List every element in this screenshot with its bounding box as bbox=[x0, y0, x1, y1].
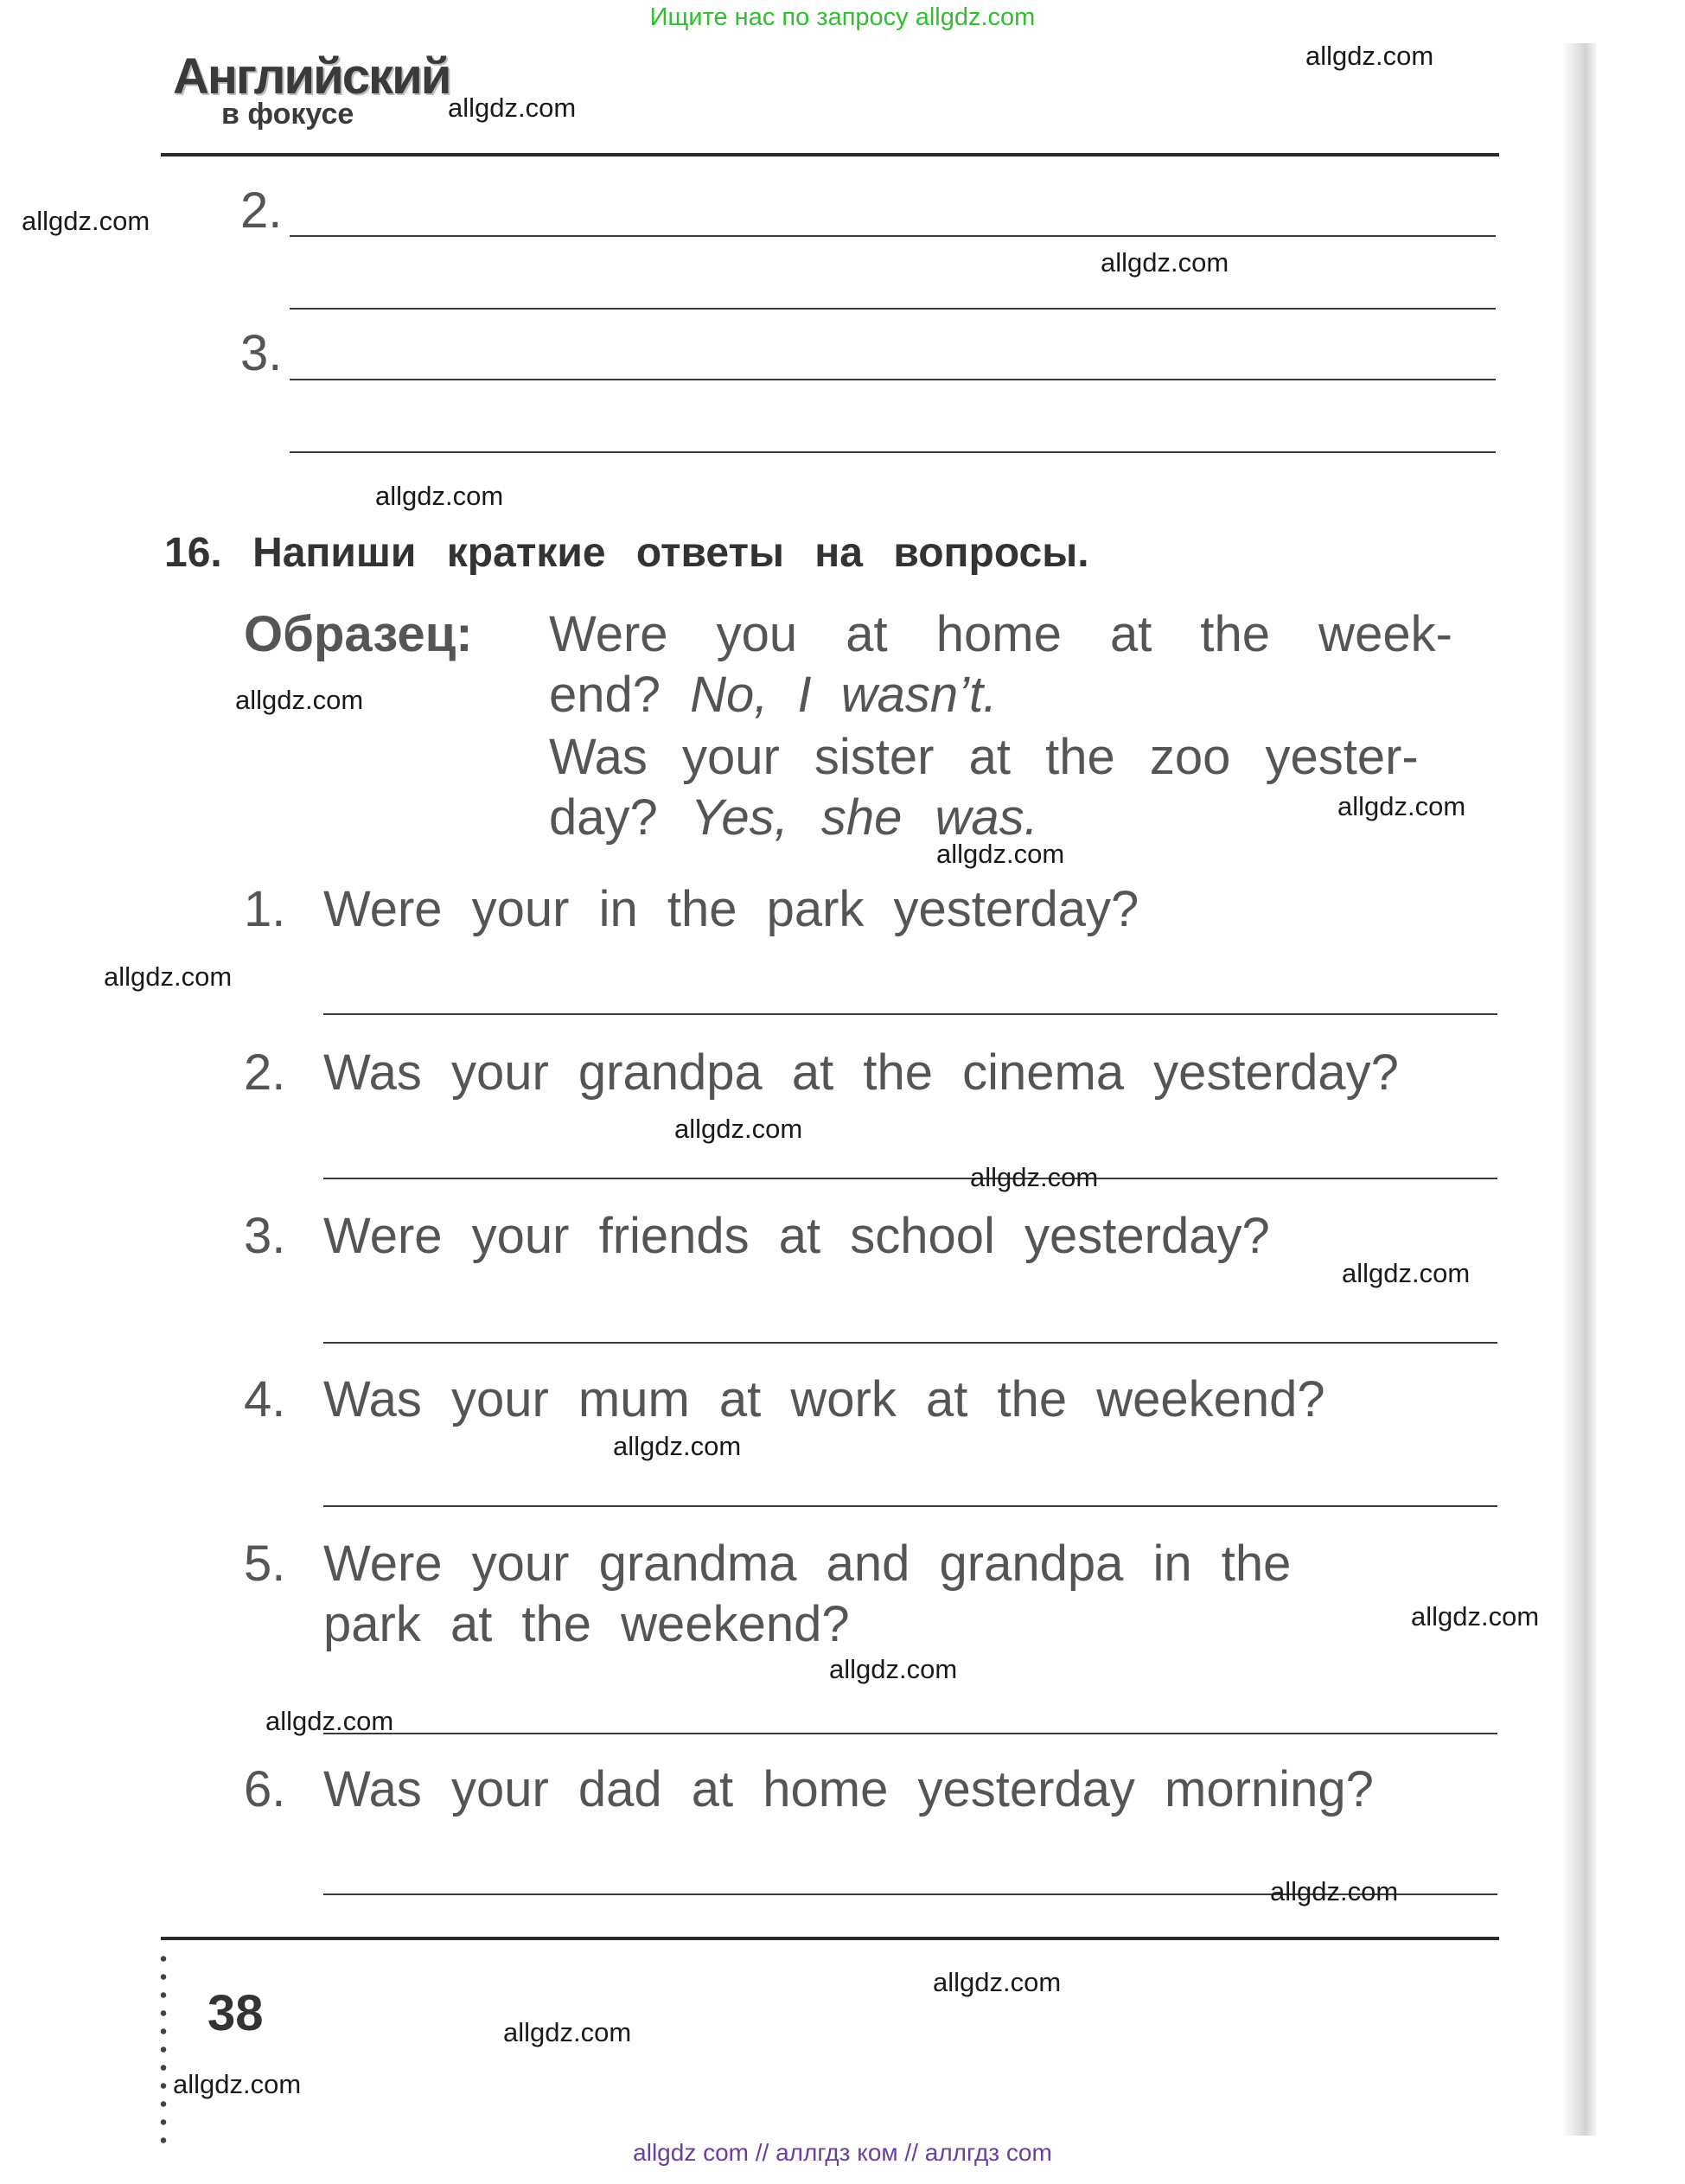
watermark: allgdz.com bbox=[173, 2069, 302, 2099]
page-number: 38 bbox=[207, 1985, 264, 2041]
question-2 bbox=[244, 1044, 1399, 1102]
watermark: allgdz.com bbox=[936, 839, 1065, 869]
watermark: allgdz.com bbox=[235, 685, 364, 715]
watermark: allgdz.com bbox=[1337, 791, 1466, 821]
answer-line[interactable] bbox=[323, 1733, 1497, 1734]
logo-subtitle: в фокусе bbox=[221, 98, 354, 131]
question-6 bbox=[244, 1760, 1374, 1818]
watermark: allgdz.com bbox=[1342, 1258, 1471, 1288]
watermark: allgdz.com bbox=[503, 2017, 632, 2047]
question-3 bbox=[244, 1207, 1270, 1265]
watermark: allgdz.com bbox=[375, 481, 504, 511]
watermark: allgdz.com bbox=[829, 1654, 958, 1684]
answer-line[interactable] bbox=[323, 1178, 1497, 1179]
book-logo bbox=[173, 48, 450, 134]
question-text: Were your in the park yesterday? bbox=[323, 881, 1139, 937]
question-text: Was your dad at home yesterday morning? bbox=[323, 1761, 1374, 1817]
header-rule bbox=[161, 153, 1499, 156]
top-search-banner[interactable]: Ищите нас по запросу allgdz.com bbox=[649, 3, 1036, 31]
question-number: 3. bbox=[244, 1208, 286, 1264]
question-number: 1. bbox=[244, 881, 286, 937]
bottom-watermark-banner[interactable]: allgdz com // аллгдз ком // аллгдз com bbox=[633, 2139, 1052, 2166]
question-text: Was your grandpa at the cinema yesterday? bbox=[323, 1044, 1399, 1101]
watermark: allgdz.com bbox=[448, 93, 577, 123]
answer-line bbox=[290, 379, 1496, 380]
question-4 bbox=[244, 1370, 1325, 1428]
sample-question: Were you at home at the week- bbox=[549, 606, 1452, 662]
dotted-margin bbox=[159, 1950, 168, 2144]
question-text: Was your mum at work at the weekend? bbox=[323, 1371, 1325, 1427]
watermark: allgdz.com bbox=[1305, 41, 1434, 71]
question-5-continued bbox=[323, 1595, 850, 1653]
question-5 bbox=[244, 1535, 1291, 1593]
watermark: allgdz.com bbox=[933, 1967, 1062, 1997]
question-number: 5. bbox=[244, 1536, 286, 1592]
page-fold-shadow bbox=[1561, 43, 1596, 2136]
answer-line bbox=[290, 451, 1496, 453]
sample-answer: No, I wasn’t. bbox=[690, 667, 998, 723]
question-number: 2. bbox=[244, 1044, 286, 1101]
prev-item-3-number: 3. bbox=[240, 325, 283, 381]
question-text: Were your friends at school yesterday? bbox=[323, 1208, 1270, 1264]
sample-question: day? bbox=[549, 789, 691, 846]
watermark: allgdz.com bbox=[104, 961, 233, 992]
watermark: allgdz.com bbox=[613, 1431, 742, 1461]
question-text: Were your grandma and grandpa in the bbox=[323, 1536, 1292, 1592]
exercise-title: 16. Напиши краткие ответы на вопросы. bbox=[164, 530, 1089, 576]
sample-label: Образец: bbox=[244, 606, 473, 662]
answer-line bbox=[290, 235, 1496, 237]
watermark: allgdz.com bbox=[674, 1114, 803, 1144]
watermark: allgdz.com bbox=[265, 1706, 394, 1736]
watermark: allgdz.com bbox=[1101, 247, 1229, 278]
sample-question: Was your sister at the zoo yester- bbox=[549, 729, 1419, 785]
sample-answer: Yes, she was. bbox=[690, 789, 1038, 846]
sample-line bbox=[549, 605, 1452, 663]
sample-line bbox=[549, 789, 1038, 846]
watermark: allgdz.com bbox=[970, 1162, 1099, 1192]
question-text: park at the weekend? bbox=[323, 1596, 850, 1652]
answer-line bbox=[290, 308, 1496, 310]
logo-title: Английский bbox=[173, 48, 450, 105]
sample-line bbox=[549, 728, 1419, 786]
footer-rule bbox=[161, 1937, 1499, 1940]
question-number: 4. bbox=[244, 1371, 286, 1427]
question-number: 6. bbox=[244, 1761, 286, 1817]
answer-line[interactable] bbox=[323, 1013, 1497, 1015]
watermark: allgdz.com bbox=[1270, 1876, 1399, 1906]
sample-line bbox=[549, 666, 997, 724]
watermark: allgdz.com bbox=[22, 206, 150, 236]
question-1 bbox=[244, 880, 1139, 938]
sample-question: end? bbox=[549, 667, 691, 723]
watermark: allgdz.com bbox=[1411, 1601, 1540, 1632]
answer-line[interactable] bbox=[323, 1505, 1497, 1507]
prev-item-2-number: 2. bbox=[240, 182, 283, 239]
answer-line[interactable] bbox=[323, 1342, 1497, 1344]
